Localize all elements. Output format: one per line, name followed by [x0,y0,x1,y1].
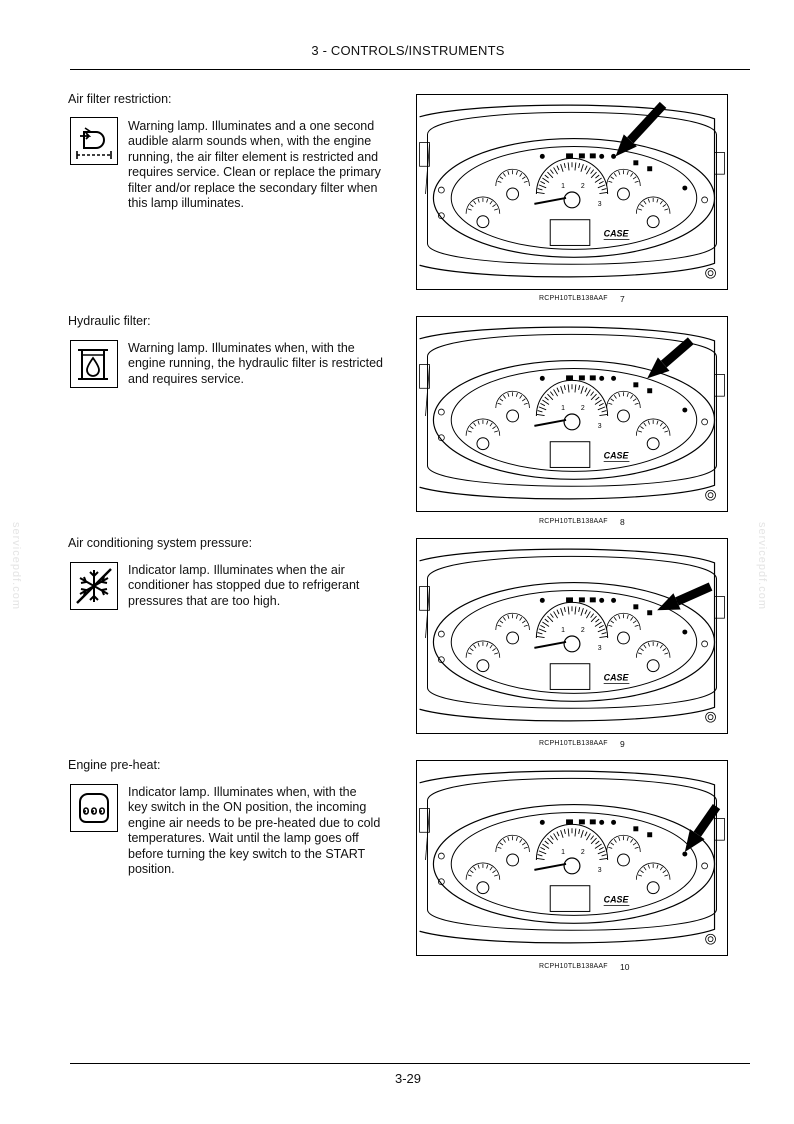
desc-line: before turning the key switch to the START [128,846,366,861]
tach-label-3: 3 [597,866,602,874]
watermark-right: servicepdf.com [755,522,768,610]
section-title: Air filter restriction: [68,92,172,106]
instrument-cluster-figure [416,760,728,956]
desc-line: audible alarm sounds when, with the engine [128,134,372,149]
tach-label-2: 2 [580,183,585,191]
brand-logo-text: CASE [603,894,629,905]
tach-label-3: 3 [597,200,602,208]
brand-logo-text: CASE [603,672,629,683]
desc-line: key switch in the ON position, the incoming [128,800,367,815]
watermark-left: servicepdf.com [9,522,22,610]
instrument-cluster-figure [416,316,728,512]
desc-line: this lamp illuminates. [128,196,245,211]
instrument-cluster-figure [416,538,728,734]
tach-label-1: 1 [561,627,565,635]
tach-label-2: 2 [580,849,585,857]
desc-line: Warning lamp. Illuminates when, with the [128,341,355,355]
tach-label-3: 3 [597,422,602,430]
figure-code: RCPH10TLB138AAF [539,295,608,302]
tach-label-1: 1 [561,405,565,413]
desc-line: running, the air filter element is restricted and [128,149,379,164]
section-description [128,119,403,211]
figure-number: 8 [620,517,625,527]
desc-line: requires service. Clean or replace the primary [128,165,381,180]
desc-line: position. [128,862,175,877]
page-header-title: 3 - CONTROLS/INSTRUMENTS [311,43,505,58]
tach-label-1: 1 [561,849,565,857]
page-number: 3-29 [394,1071,422,1086]
desc-line: Warning lamp. Illuminates and a one second [128,119,375,133]
air-filter-restriction-icon [70,117,118,165]
hydraulic-filter-icon [70,340,118,388]
section-description [128,341,403,387]
desc-line: conditioner has stopped due to refrigerant [128,578,360,593]
figure-code: RCPH10TLB138AAF [539,740,608,747]
tach-label-2: 2 [580,405,585,413]
tach-label-3: 3 [597,644,602,652]
tach-label-1: 1 [561,183,565,191]
figure-number: 7 [620,294,625,304]
brand-logo-text: CASE [603,228,629,239]
brand-logo-text: CASE [603,450,629,461]
figure-number: 10 [620,962,630,972]
footer-rule [70,1063,750,1064]
engine-preheat-icon [70,784,118,832]
desc-line: Indicator lamp. Illuminates when the air [128,563,345,577]
section-title: Engine pre-heat: [68,758,161,772]
desc-line: and requires service. [128,371,245,386]
section-title: Air conditioning system pressure: [68,536,253,550]
desc-line: Indicator lamp. Illuminates when, with the [128,785,357,799]
desc-line: engine air needs to be pre-heated due to cold [128,815,381,830]
section-description [128,563,403,609]
desc-line: filter and/or replace the secondary filter when [128,180,378,195]
desc-line: temperatures. Wait until the lamp goes off [128,831,359,846]
ac-pressure-icon [70,562,118,610]
instrument-cluster-figure [416,94,728,290]
figure-number: 9 [620,739,625,749]
section-description [128,785,403,877]
tach-label-2: 2 [580,627,585,635]
desc-line: pressures that are too high. [128,593,281,608]
header-rule [70,69,750,70]
figure-code: RCPH10TLB138AAF [539,518,608,525]
figure-code: RCPH10TLB138AAF [539,963,608,970]
desc-line: engine running, the hydraulic filter is restricted [128,356,383,371]
section-title: Hydraulic filter: [68,314,151,328]
